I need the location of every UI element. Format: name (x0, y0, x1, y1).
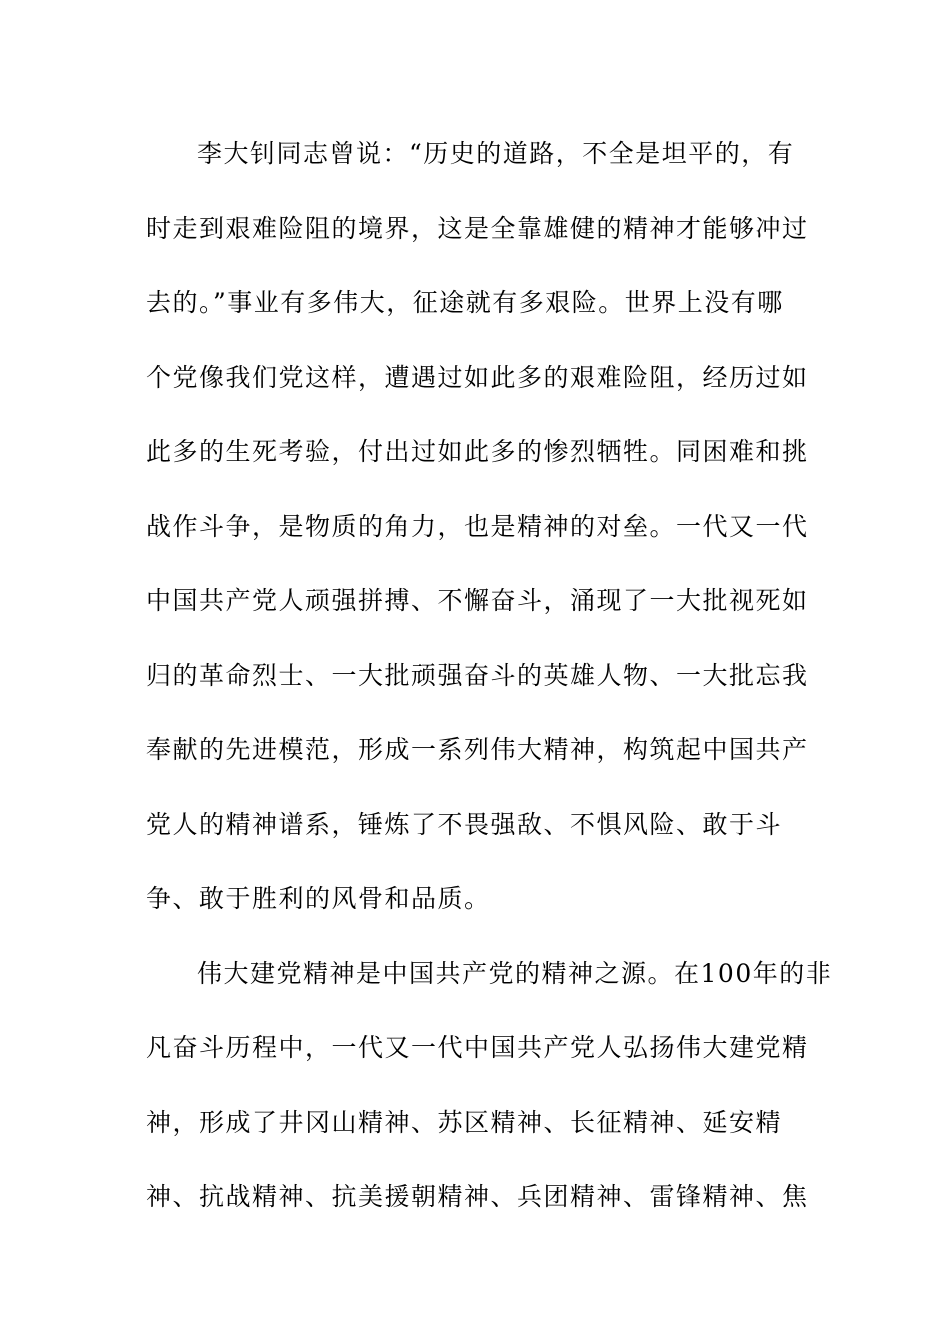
paragraph-line: 伟大建党精神是中国共产党的精神之源。在100年的非 (197, 958, 833, 988)
paragraph-line: 争、敢于胜利的风骨和品质。 (146, 884, 491, 913)
paragraph-line: 神，形成了井冈山精神、苏区精神、长征精神、延安精 (146, 1107, 783, 1137)
paragraph-2 (146, 944, 833, 1242)
paragraph-line: 中国共产党人顽强拼搏、不懈奋斗，涌现了一大批视死如 (146, 586, 809, 615)
document-body (146, 124, 833, 1242)
paragraph-line: 李大钊同志曾说：“历史的道路，不全是坦平的，有 (197, 139, 795, 168)
paragraph-line: 党人的精神谱系，锤炼了不畏强敌、不惧风险、敢于斗 (146, 809, 783, 839)
paragraph-line: 此多的生死考验，付出过如此多的惨烈牺牲。同困难和挑 (146, 437, 809, 466)
paragraph-line: 归的革命烈士、一大批顽强奋斗的英雄人物、一大批忘我 (146, 660, 809, 690)
paragraph-line: 神、抗战精神、抗美援朝精神、兵团精神、雷锋精神、焦 (146, 1182, 809, 1211)
paragraph-1 (146, 124, 826, 944)
paragraph-line: 战作斗争，是物质的角力，也是精神的对垒。一代又一代 (146, 511, 809, 541)
paragraph-line: 个党像我们党这样，遭遇过如此多的艰难险阻，经历过如 (146, 362, 809, 392)
paragraph-line: 凡奋斗历程中，一代又一代中国共产党人弘扬伟大建党精 (146, 1033, 809, 1062)
paragraph-line: 时走到艰难险阻的境界，这是全靠雄健的精神才能够冲过 (146, 213, 809, 243)
paragraph-line: 去的。”事业有多伟大，征途就有多艰险。世界上没有哪 (146, 288, 784, 317)
paragraph-line: 奉献的先进模范，形成一系列伟大精神，构筑起中国共产 (146, 735, 809, 764)
